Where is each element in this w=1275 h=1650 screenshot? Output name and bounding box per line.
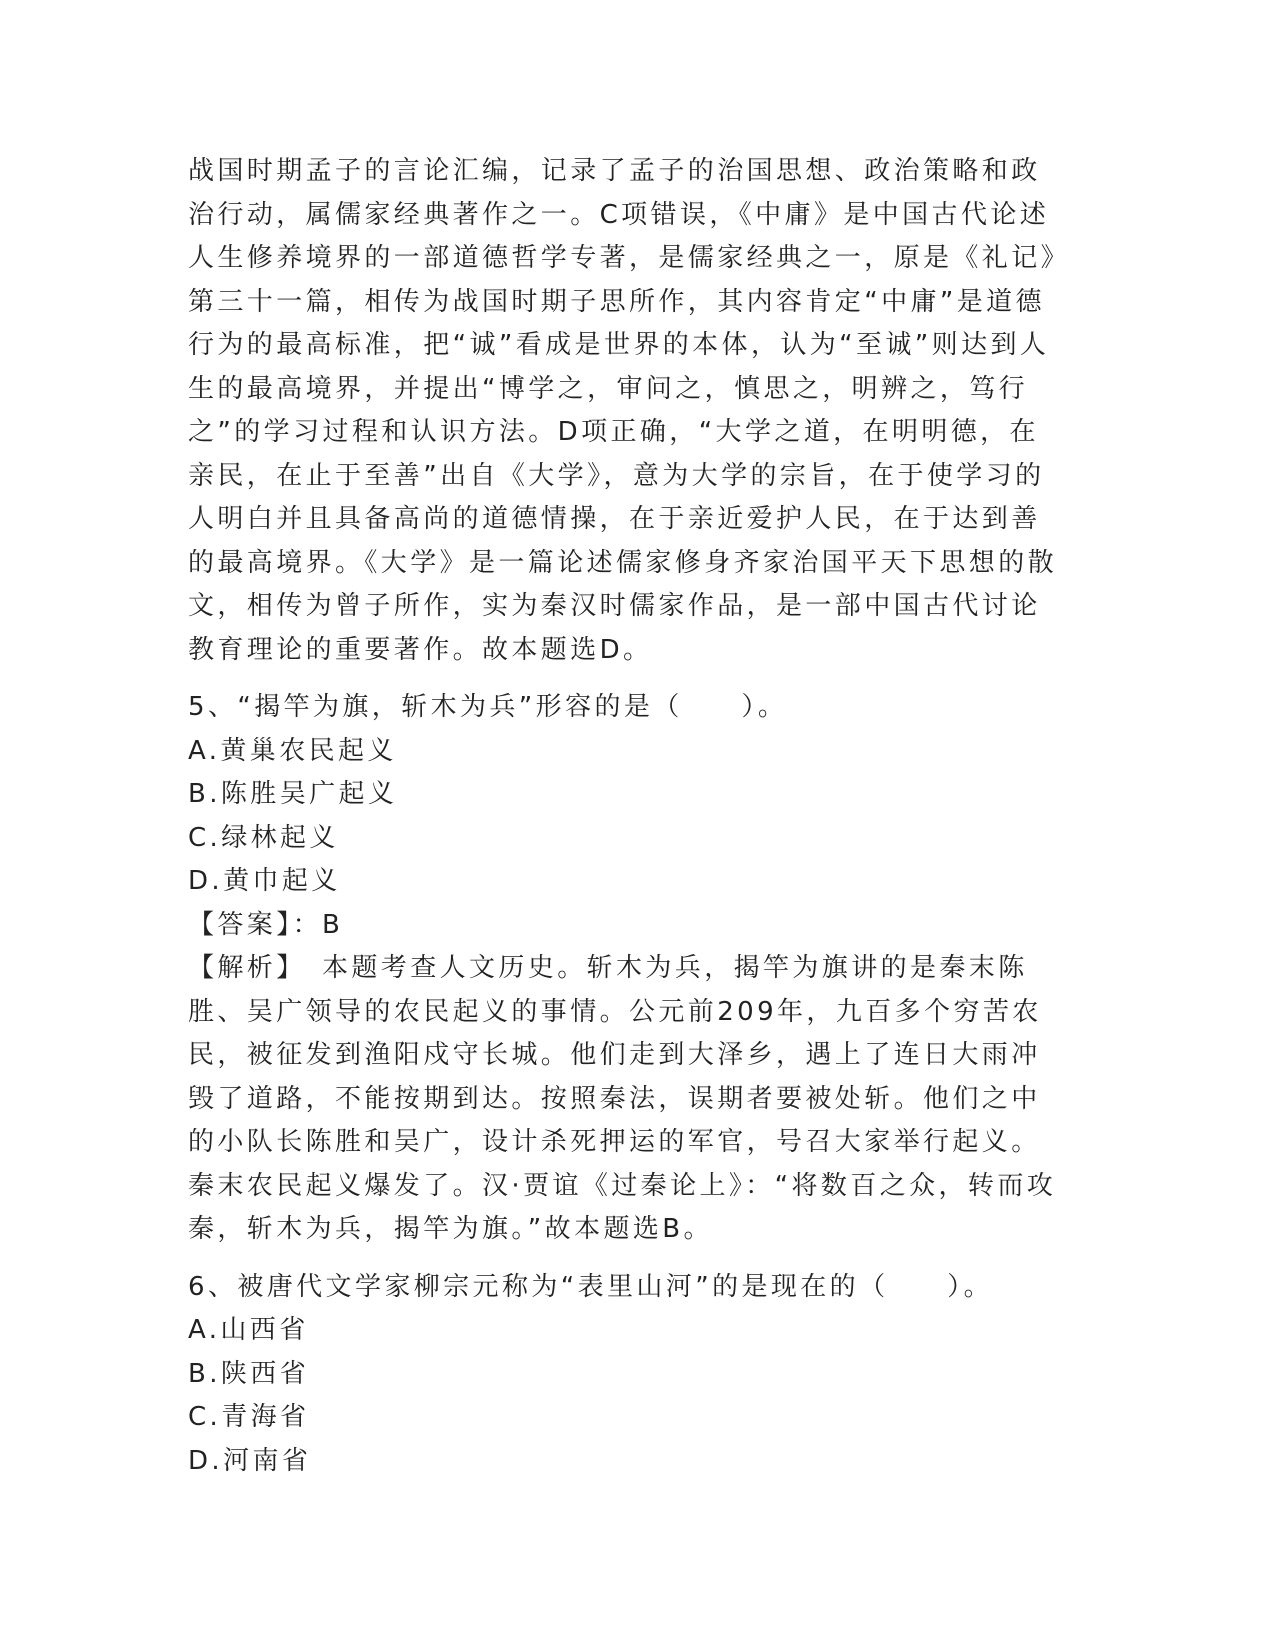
question-5 — [188, 686, 1068, 1252]
spacer — [188, 672, 1068, 686]
document-page — [188, 150, 1068, 1483]
spacer — [188, 1252, 1068, 1266]
option-a: A.山西省 — [188, 1315, 309, 1345]
option-d: D.黄巾起义 — [188, 866, 341, 896]
option-b: B.陈胜吴广起义 — [188, 779, 398, 809]
analysis: 【解析】 本题考查人文历史。斩木为兵，揭竿为旗讲的是秦末陈胜、吴广领导的农民起义的事情。公元前209年，九百多个穷苦农民，被征发到渔阳戍守长城。他们走到大泽乡，遇上了连日大雨冲毁了道路，不能按期到达。按照秦法，误期者要被处斩。他们之中的小队长陈胜和吴广，设计杀死押运的军官，号召大家举行起义。秦末农民起义爆发了。汉·贾谊《过秦论上》：“将数百之众，转而攻秦，斩木为兵，揭竿为旗。”故本题选B。 — [188, 953, 1057, 1244]
option-c: C.青海省 — [188, 1402, 310, 1432]
option-a: A.黄巢农民起义 — [188, 735, 397, 766]
option-c: C.绿林起义 — [188, 822, 339, 853]
answer: 【答案】：B — [188, 909, 344, 940]
question-stem: 6、被唐代文学家柳宗元称为“表里山河”的是现在的（ ）。 — [188, 1271, 994, 1302]
option-b: B.陕西省 — [188, 1358, 310, 1389]
question-6 — [188, 1266, 1068, 1484]
question-stem: 5、“揭竿为旗，斩木为兵”形容的是（ ）。 — [188, 692, 788, 722]
option-d: D.河南省 — [188, 1445, 312, 1476]
previous-explanation: 战国时期孟子的言论汇编，记录了孟子的治国思想、政治策略和政治行动，属儒家经典著作之一。C项错误，《中庸》是中国古代论述人生修养境界的一部道德哲学专著，是儒家经典之一，原是《礼记》第三十一篇，相传为战国时期子思所作，其内容肯定“中庸”是道德行为的最高标准，把“诚”看成是世界的本体，认为“至诚”则达到人生的最高境界，并提出“博学之，审问之，慎思之，明辨之，笃行之”的学习过程和认识方法。D项正确，“大学之道，在明明德，在亲民，在止于至善”出自《大学》，意为大学的宗旨，在于使学习的人明白并且具备高尚的道德情操，在于亲近爱护人民，在于达到善的最高境界。《大学》是一篇论述儒家修身齐家治国平天下思想的散文，相传为曾子所作，实为秦汉时儒家作品，是一部中国古代讨论教育理论的重要著作。故本题选D。 — [188, 156, 1058, 665]
